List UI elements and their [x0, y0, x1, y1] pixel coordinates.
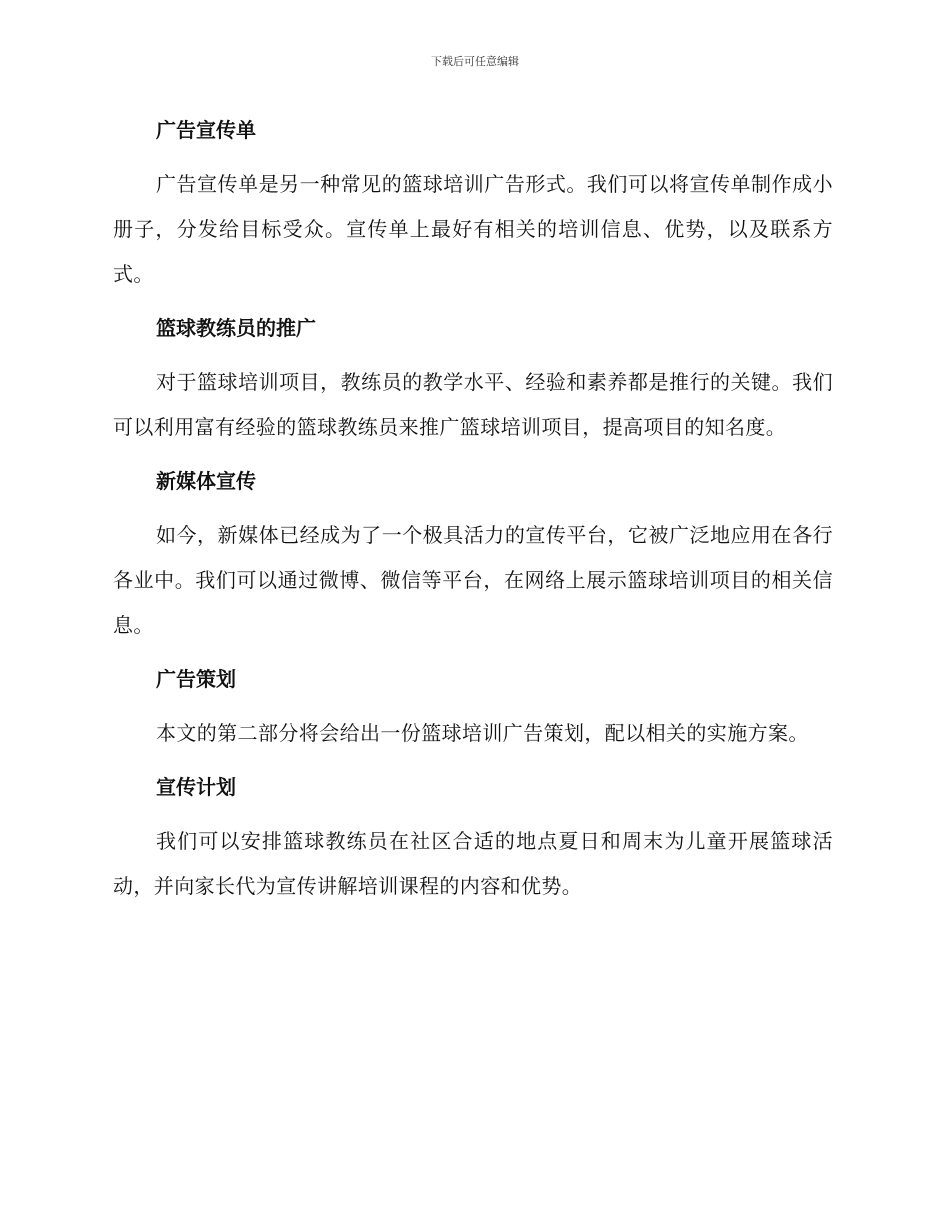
- section-heading: 广告宣传单: [156, 118, 256, 142]
- document-body: [113, 112, 833, 909]
- section-new-media: [113, 463, 833, 648]
- section-coach-promotion: [113, 310, 833, 450]
- section-paragraph: 如今，新媒体已经成为了一个极具活力的宣传平台，它被广泛地应用在各行各业中。我们可以通过微博、微信等平台，在网络上展示篮球培训项目的相关信息。: [113, 523, 833, 637]
- section-paragraph: 广告宣传单是另一种常见的篮球培训广告形式。我们可以将宣传单制作成小册子，分发给目标受众。宣传单上最好有相关的培训信息、优势，以及联系方式。: [113, 172, 833, 286]
- section-promotion-plan: [113, 769, 833, 909]
- section-heading: 新媒体宣传: [156, 469, 256, 493]
- section-heading: 宣传计划: [156, 775, 236, 799]
- section-paragraph: 我们可以安排篮球教练员在社区合适的地点夏日和周末为儿童开展篮球活动，并向家长代为宣传讲解培训课程的内容和优势。: [113, 829, 833, 898]
- section-ad-planning: [113, 661, 833, 756]
- section-paragraph: 本文的第二部分将会给出一份篮球培训广告策划，配以相关的实施方案。: [156, 721, 809, 745]
- page-header-note: 下载后可任意编辑: [431, 55, 519, 68]
- section-heading: 篮球教练员的推广: [156, 316, 316, 340]
- section-heading: 广告策划: [156, 667, 236, 691]
- section-paragraph: 对于篮球培训项目，教练员的教学水平、经验和素养都是推行的关键。我们可以利用富有经验的篮球教练员来推广篮球培训项目，提高项目的知名度。: [113, 370, 833, 439]
- section-flyers: [113, 112, 833, 297]
